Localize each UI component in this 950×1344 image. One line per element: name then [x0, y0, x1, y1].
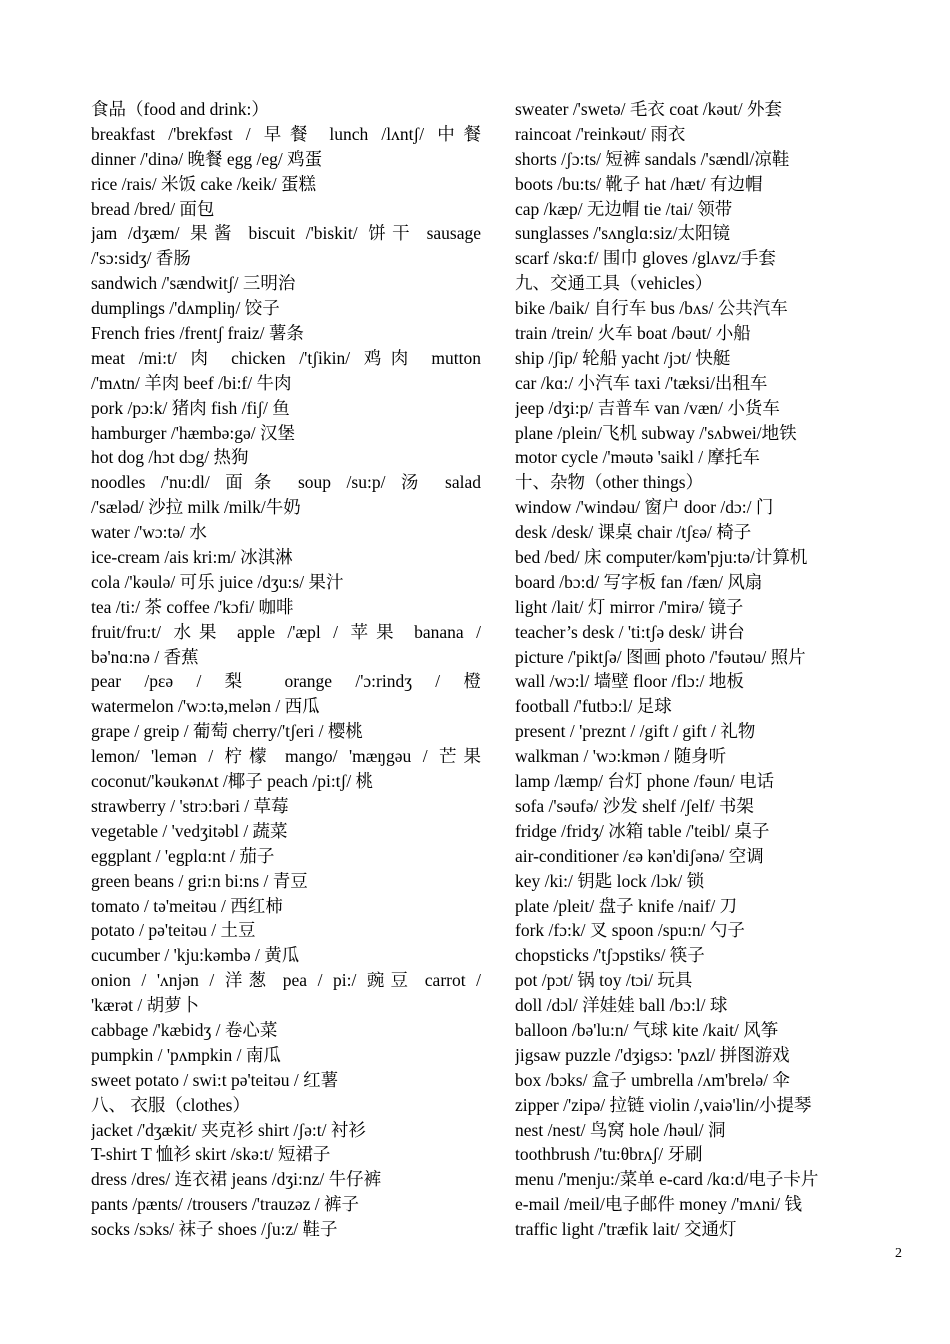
vocab-line: vegetable / 'vedʒitəbl / 蔬菜 [91, 820, 288, 841]
vocab-line: sunglasses /'sʌnglɑ:siz/太阳镜 [515, 223, 731, 244]
vocab-line: sofa /'səufə/ 沙发 shelf /ʃelf/ 书架 [515, 795, 754, 816]
right-column [515, 97, 860, 1242]
vocab-line: 八、 衣服（clothes） [91, 1094, 250, 1115]
vocab-line: box /bɔks/ 盒子 umbrella /ʌm'brelə/ 伞 [515, 1069, 790, 1090]
vocab-line: ship /ʃip/ 轮船 yacht /jɔt/ 快艇 [515, 347, 731, 368]
vocab-line: wall /wɔ:l/ 墙壁 floor /flɔ:/ 地板 [515, 671, 744, 692]
vocab-line: bread /bred/ 面包 [91, 198, 215, 219]
vocab-line: dress /dres/ 连衣裙 jeans /dʒi:nz/ 牛仔裤 [91, 1169, 382, 1190]
vocab-line: breakfast /'brekfəst / 早餐 lunch /lʌntʃ/ 中餐 [91, 123, 481, 144]
vocab-line: sandwich /'sændwitʃ/ 三明治 [91, 273, 296, 294]
vocab-line: water /'wɔ:tə/ 水 [91, 522, 207, 543]
vocab-line: light /lait/ 灯 mirror /'mirə/ 镜子 [515, 596, 744, 617]
vocab-line: menu /'menju:/菜单 e-card /kɑ:d/电子卡片 [515, 1169, 819, 1190]
vocab-line: pumpkin / 'pʌmpkin / 南瓜 [91, 1044, 281, 1065]
vocab-line: pants /pænts/ /trousers /'trauzəz / 裤子 [91, 1194, 360, 1215]
vocab-line: meat /mi:t/ 肉 chicken /'tʃikin/ 鸡肉 mutton [91, 347, 481, 368]
vocab-line: train /trein/ 火车 boat /bəut/ 小船 [515, 323, 751, 344]
vocab-line: motor cycle /'məutə 'saikl / 摩托车 [515, 447, 760, 468]
vocab-line: fork /fɔ:k/ 叉 spoon /spu:n/ 勺子 [515, 920, 745, 941]
vocab-line: sweet potato / swi:t pə'teitəu / 红薯 [91, 1069, 339, 1090]
vocab-line: present / 'preznt / /gift / gift / 礼物 [515, 721, 756, 742]
vocab-line: plate /pleit/ 盘子 knife /naif/ 刀 [515, 895, 738, 916]
vocab-line: air-conditioner /ɛə kən'diʃənə/ 空调 [515, 845, 764, 866]
vocab-line: toothbrush /'tu:θbrʌʃ/ 牙刷 [515, 1144, 703, 1165]
vocab-line: football /'futbɔ:l/ 足球 [515, 696, 672, 717]
page-number: 2 [895, 1246, 902, 1261]
vocab-line: hot dog /hɔt dɔg/ 热狗 [91, 447, 249, 468]
vocab-line: strawberry / 'strɔ:bəri / 草莓 [91, 795, 289, 816]
vocab-line: chopsticks /'tʃɔpstiks/ 筷子 [515, 945, 705, 966]
vocab-line: tomato / tə'meitəu / 西红柿 [91, 895, 283, 916]
vocab-line: grape / greip / 葡萄 cherry/'tʃeri / 樱桃 [91, 721, 363, 742]
vocab-line: 食品（food and drink:） [91, 99, 269, 119]
vocab-line: window /'windəu/ 窗户 door /dɔ:/ 门 [515, 497, 774, 518]
vocab-line: jam /dʒæm/ 果酱 biscuit /'biskit/ 饼干 sausage [91, 223, 481, 244]
vocab-line: green beans / gri:n bi:ns / 青豆 [91, 870, 308, 891]
vocab-line: picture /'piktʃə/ 图画 photo /'fəutəu/ 照片 [515, 646, 806, 667]
vocab-line: plane /plein/飞机 subway /'sʌbwei/地铁 [515, 422, 797, 443]
vocab-line: 十、杂物（other things） [515, 472, 704, 493]
vocab-line: tea /ti:/ 茶 coffee /'kɔfi/ 咖啡 [91, 596, 294, 617]
vocab-line: lemon/ 'lemən / 柠檬 mango/ 'mæŋgəu / 芒果 [91, 746, 481, 767]
vocab-line: jigsaw puzzle /'dʒigsɔ: 'pʌzl/ 拼图游戏 [515, 1044, 790, 1065]
vocab-line: balloon /bə'lu:n/ 气球 kite /kait/ 风筝 [515, 1019, 779, 1040]
vocab-line: coconut/'kəukənʌt /椰子 peach /pi:tʃ/ 桃 [91, 771, 374, 792]
vocab-line: onion / 'ʌnjən / 洋葱 pea / pi:/ 豌豆 carrot / [91, 970, 481, 991]
vocab-line: zipper /'zipə/ 拉链 violin /,vaiə'lin/小提琴 [515, 1094, 812, 1115]
vocab-line: bə'nɑ:nə / 香蕉 [91, 646, 199, 667]
vocab-line: cola /'kəulə/ 可乐 juice /dʒu:s/ 果汁 [91, 571, 344, 592]
vocab-line: pot /pɔt/ 锅 toy /tɔi/ 玩具 [515, 970, 693, 991]
vocab-line: teacher’s desk / 'ti:tʃə desk/ 讲台 [515, 621, 745, 642]
vocab-line: sweater /'swetə/ 毛衣 coat /kəut/ 外套 [515, 99, 783, 119]
vocab-line: boots /bu:ts/ 靴子 hat /hæt/ 有边帽 [515, 173, 763, 194]
vocab-line: dinner /'dinə/ 晚餐 egg /eg/ 鸡蛋 [91, 148, 323, 169]
left-column [91, 97, 481, 1242]
vocab-line: watermelon /'wɔ:tə,melən / 西瓜 [91, 696, 320, 717]
vocab-line: potato / pə'teitəu / 土豆 [91, 920, 256, 941]
vocab-line: lamp /læmp/ 台灯 phone /fəun/ 电话 [515, 771, 775, 792]
vocab-line: key /ki:/ 钥匙 lock /lɔk/ 锁 [515, 870, 705, 891]
vocab-line: bike /baik/ 自行车 bus /bʌs/ 公共汽车 [515, 298, 788, 319]
vocab-line: dumplings /'dʌmpliŋ/ 饺子 [91, 298, 280, 319]
vocab-line: /'sæləd/ 沙拉 milk /milk/牛奶 [91, 497, 301, 518]
vocab-line: jacket /'dʒækit/ 夹克衫 shirt /ʃə:t/ 衬衫 [91, 1119, 366, 1140]
vocab-line: cucumber / 'kju:kəmbə / 黄瓜 [91, 945, 300, 966]
vocab-line: shorts /ʃɔ:ts/ 短裤 sandals /'sændl/凉鞋 [515, 148, 790, 169]
vocab-line: traffic light /'træfik lait/ 交通灯 [515, 1219, 737, 1240]
vocab-line: walkman / 'wɔ:kmən / 随身听 [515, 746, 727, 767]
vocab-line: /'sɔ:sidʒ/ 香肠 [91, 248, 191, 269]
vocab-line: cap /kæp/ 无边帽 tie /tai/ 领带 [515, 198, 733, 219]
vocab-line: hamburger /'hæmbə:gə/ 汉堡 [91, 422, 296, 443]
vocab-line: fruit/fru:t/ 水果 apple /'æpl / 苹果 banana / [91, 621, 481, 642]
vocab-line: noodles /'nu:dl/ 面条 soup /su:p/ 汤 salad [91, 472, 481, 493]
vocab-line: bed /bed/ 床 computer/kəm'pju:tə/计算机 [515, 547, 808, 568]
vocab-line: 'kærət / 胡萝卜 [91, 995, 200, 1016]
vocab-line: rice /rais/ 米饭 cake /keik/ 蛋糕 [91, 173, 316, 194]
vocab-line: car /kɑ:/ 小汽车 taxi /'tæksi/出租车 [515, 372, 768, 393]
vocab-line: e-mail /meil/电子邮件 money /'mʌni/ 钱 [515, 1194, 803, 1215]
vocab-line: T-shirt T 恤衫 skirt /skə:t/ 短裙子 [91, 1144, 331, 1165]
vocab-line: fridge /fridʒ/ 冰箱 table /'teibl/ 桌子 [515, 820, 770, 841]
vocab-line: board /bɔ:d/ 写字板 fan /fæn/ 风扇 [515, 571, 763, 592]
vocab-line: raincoat /'reinkəut/ 雨衣 [515, 123, 686, 144]
vocab-line: pear /pɛə / 梨 orange /'ɔ:rindʒ / 橙 [91, 671, 481, 692]
vocab-line: cabbage /'kæbidʒ / 卷心菜 [91, 1019, 278, 1040]
vocab-line: 九、交通工具（vehicles） [515, 273, 713, 294]
vocab-line: socks /sɔks/ 袜子 shoes /ʃu:z/ 鞋子 [91, 1219, 338, 1240]
vocab-line: ice-cream /ais kri:m/ 冰淇淋 [91, 547, 293, 568]
vocab-line: French fries /frentʃ fraiz/ 薯条 [91, 323, 304, 344]
vocab-line: eggplant / 'egplɑ:nt / 茄子 [91, 845, 275, 866]
vocab-line: desk /desk/ 课桌 chair /tʃɛə/ 椅子 [515, 522, 752, 543]
vocab-line: scarf /skɑ:f/ 围巾 gloves /glʌvz/手套 [515, 248, 776, 269]
vocab-line: jeep /dʒi:p/ 吉普车 van /væn/ 小货车 [515, 397, 780, 418]
vocab-line: nest /nest/ 鸟窝 hole /həul/ 洞 [515, 1119, 726, 1140]
vocab-line: /'mʌtn/ 羊肉 beef /bi:f/ 牛肉 [91, 372, 292, 393]
vocab-line: pork /pɔ:k/ 猪肉 fish /fiʃ/ 鱼 [91, 397, 290, 418]
vocab-line: doll /dɔl/ 洋娃娃 ball /bɔ:l/ 球 [515, 995, 728, 1016]
